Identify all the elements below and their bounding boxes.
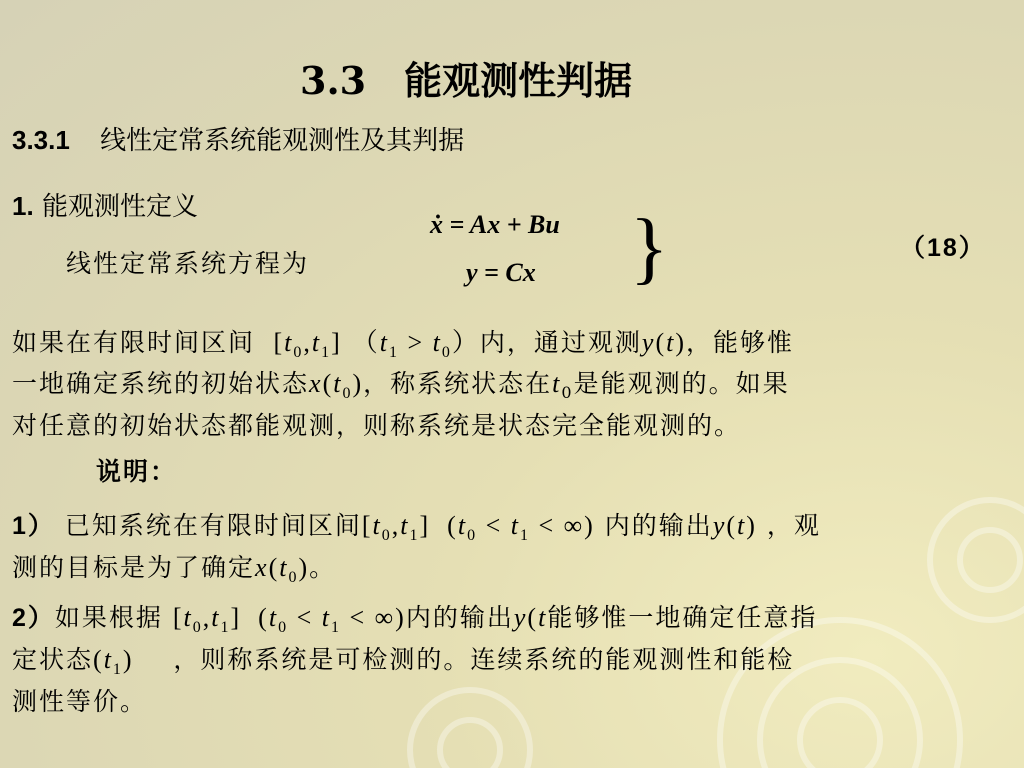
text: 是能观测的。如果 <box>573 369 790 398</box>
text: ，能够惟 <box>686 328 795 357</box>
text: 内的输出 <box>405 603 514 632</box>
note-marker: 1） <box>12 512 55 540</box>
note-2-line-3: 测性等价。 <box>12 687 148 716</box>
equation-number: （18） <box>900 234 986 262</box>
subsection-number: 1. <box>12 191 34 221</box>
math-interval: $[t_0,t_1] (t_0 < t_1$ < ∞) <box>361 511 595 545</box>
note-1-line-1: 1） 已知系统在有限时间区间$[t_0,t_1] (t_0 < t_1$ < ∞) 内的输出y(t) ，观 <box>12 511 821 545</box>
math-interval: $[t_0,t_1]$ <box>264 328 342 362</box>
math-xt0: x <box>255 553 269 582</box>
text: 内的输出 <box>604 511 713 540</box>
note-2-line-2 <box>12 640 794 679</box>
definition-line-2: 一地确定系统的初始状态$x(t_0)$，称系统状态在$t_0$是能观测的。如果 <box>12 369 790 403</box>
text: ，称系统状态在 <box>363 369 553 398</box>
text: 已知系统在有限时间区间 <box>64 511 362 540</box>
text: 测的目标是为了确定 <box>12 553 256 582</box>
math-yt: y <box>641 328 656 357</box>
text: 如果在有限时间区间 <box>12 328 256 357</box>
math-interval: $[t_0,t_1] (t_0 < t_1$ < ∞) <box>172 603 406 637</box>
text: 内，通过观测 <box>479 328 642 357</box>
text: 如果根据 <box>54 603 163 632</box>
math-xt0: x <box>309 369 323 398</box>
section-text: 线性定常系统能观测性及其判据 <box>100 126 465 156</box>
note-1-line-2: 测的目标是为了确定$x(t_0)$。 <box>12 553 337 587</box>
equation-brace: } <box>630 204 669 292</box>
text: 能够惟一地确定任意指 <box>547 603 818 632</box>
math-yt: y <box>712 511 727 540</box>
text: ，则称系统是可检测的。连续系统的能观测性和能检 <box>173 645 795 674</box>
note-marker: 2） <box>12 604 55 632</box>
math-condition: $(t_1 > t_0)$ <box>351 328 480 362</box>
text: 定状态 <box>12 645 94 674</box>
page-title: 3.3 能观测性判据 <box>300 58 633 103</box>
notes-heading: 说明： <box>96 457 178 486</box>
subsection-text: 能观测性定义 <box>41 192 198 222</box>
equation-intro: 线性定常系统方程为 <box>66 249 310 278</box>
math-t0: t <box>552 369 562 398</box>
math-yt: y <box>513 603 528 632</box>
definition-line-3: 对任意的初始状态都能观测，则称系统是状态完全能观测的。 <box>12 411 742 440</box>
text: 。 <box>309 553 337 582</box>
equation-line-2: y = Cx <box>466 258 536 287</box>
definition-line-1: 如果在有限时间区间 $[t_0,t_1] (t_1 > t_0)$内，通过观测y(t)，能够惟 <box>12 328 795 362</box>
math-xt1: $(t_1)$ <box>93 645 134 679</box>
subsection-heading <box>12 186 198 223</box>
text: 一地确定系统的初始状态 <box>12 369 310 398</box>
section-number: 3.3.1 <box>12 125 70 155</box>
text: ，观 <box>766 511 821 540</box>
note-2-line-1: 2）如果根据 $[t_0,t_1] (t_0 < t_1$ < ∞)内的输出y(t能够惟一地确定任意指 <box>12 603 818 637</box>
equation-line-1: ẋ = Ax + Bu <box>430 210 560 239</box>
section-heading <box>12 120 464 157</box>
